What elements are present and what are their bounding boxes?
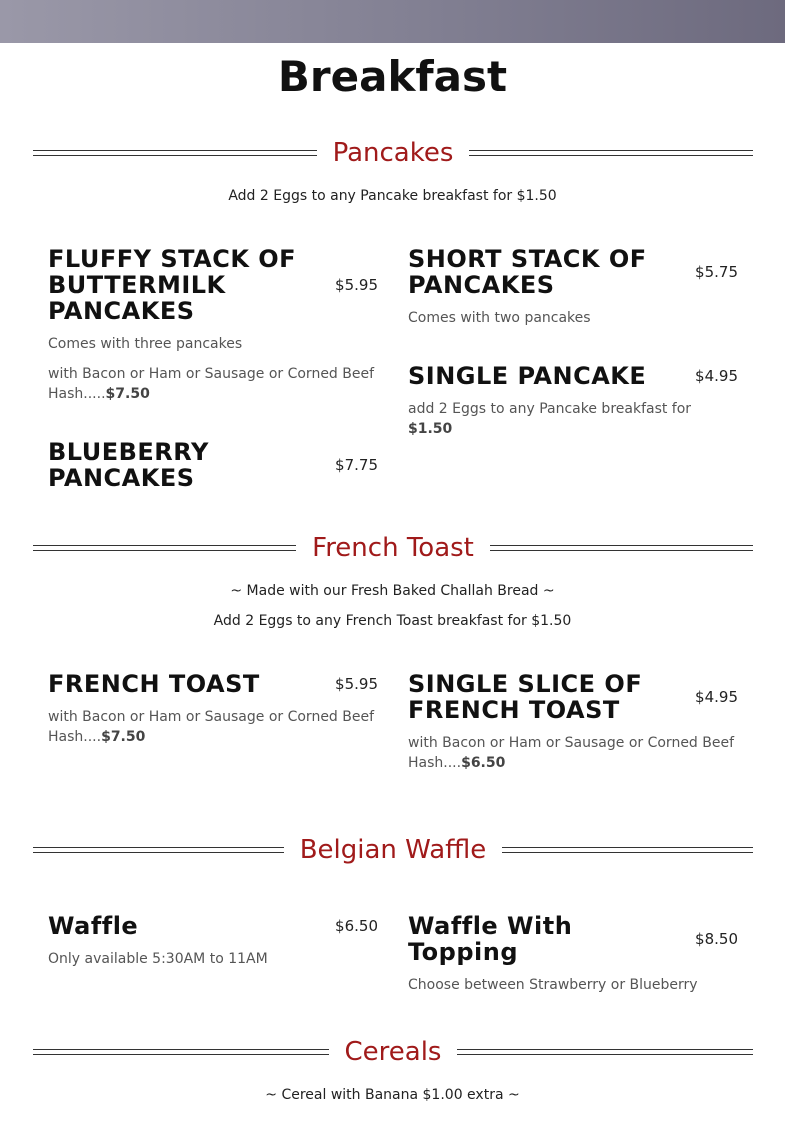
item-price: $7.75 bbox=[335, 456, 378, 474]
item-name: BLUEBERRY PANCAKES bbox=[48, 438, 209, 492]
item-price: $5.95 bbox=[335, 276, 378, 294]
section-header-pancakes bbox=[33, 136, 753, 170]
divider-right bbox=[490, 545, 753, 551]
item-description: Only available 5:30AM to 11AM bbox=[48, 951, 268, 967]
divider-right bbox=[502, 847, 753, 853]
divider-left bbox=[33, 150, 317, 156]
section-note-challah: ~ Made with our Fresh Baked Challah Bread ~ bbox=[230, 583, 555, 599]
section-title-belgian-waffle: Belgian Waffle bbox=[299, 835, 487, 865]
section-note-pancakes: Add 2 Eggs to any Pancake breakfast for $1.50 bbox=[228, 188, 557, 204]
section-note-french-toast-eggs: Add 2 Eggs to any French Toast breakfast for $1.50 bbox=[213, 613, 572, 629]
item-description: Comes with three pancakes bbox=[48, 336, 243, 352]
item-name: FRENCH TOAST bbox=[48, 670, 260, 698]
section-title-pancakes: Pancakes bbox=[332, 138, 454, 168]
item-price: $5.75 bbox=[695, 263, 738, 281]
divider-left bbox=[33, 545, 296, 551]
item-name: SHORT STACK OF PANCAKES bbox=[408, 245, 647, 299]
item-price: $6.50 bbox=[335, 917, 378, 935]
item-name: Waffle With Topping bbox=[408, 912, 573, 966]
item-addon: with Bacon or Ham or Sausage or Corned Beef Hash.....$7.50 bbox=[48, 366, 375, 402]
menu-item-short-stack bbox=[408, 246, 738, 328]
section-note-cereals: ~ Cereal with Banana $1.00 extra ~ bbox=[265, 1087, 520, 1103]
item-name: Waffle bbox=[48, 912, 139, 940]
divider-right bbox=[469, 150, 753, 156]
page-title: Breakfast bbox=[277, 52, 508, 101]
section-header-french-toast bbox=[33, 531, 753, 565]
menu-item-single-slice-french-toast bbox=[408, 671, 738, 773]
item-price: $4.95 bbox=[695, 367, 738, 385]
section-title-cereals: Cereals bbox=[344, 1037, 442, 1067]
item-description: Comes with two pancakes bbox=[408, 310, 591, 326]
section-header-cereals bbox=[33, 1035, 753, 1069]
section-title-french-toast: French Toast bbox=[312, 533, 474, 563]
item-price: $5.95 bbox=[335, 675, 378, 693]
menu-item-single-pancake bbox=[408, 363, 738, 439]
item-description: Choose between Strawberry or Blueberry bbox=[408, 977, 698, 993]
item-description: add 2 Eggs to any Pancake breakfast for $1.50 bbox=[408, 401, 692, 437]
divider-left bbox=[33, 847, 284, 853]
menu-item-fluffy-stack bbox=[48, 246, 378, 404]
section-header-belgian-waffle bbox=[33, 833, 753, 867]
item-name: FLUFFY STACK OF BUTTERMILK PANCAKES bbox=[48, 245, 297, 325]
menu-item-waffle-with-topping bbox=[408, 913, 738, 995]
top-banner bbox=[0, 0, 785, 43]
item-price: $8.50 bbox=[695, 930, 738, 948]
item-description: with Bacon or Ham or Sausage or Corned Beef Hash....$7.50 bbox=[48, 709, 375, 745]
menu-item-french-toast bbox=[48, 671, 378, 747]
item-description: with Bacon or Ham or Sausage or Corned Beef Hash....$6.50 bbox=[408, 735, 735, 771]
item-name: SINGLE SLICE OF FRENCH TOAST bbox=[408, 670, 643, 724]
menu-item-waffle bbox=[48, 913, 378, 969]
divider-right bbox=[457, 1049, 753, 1055]
item-price: $4.95 bbox=[695, 688, 738, 706]
divider-left bbox=[33, 1049, 329, 1055]
menu-item-blueberry-pancakes bbox=[48, 439, 378, 491]
item-name: SINGLE PANCAKE bbox=[408, 362, 647, 390]
